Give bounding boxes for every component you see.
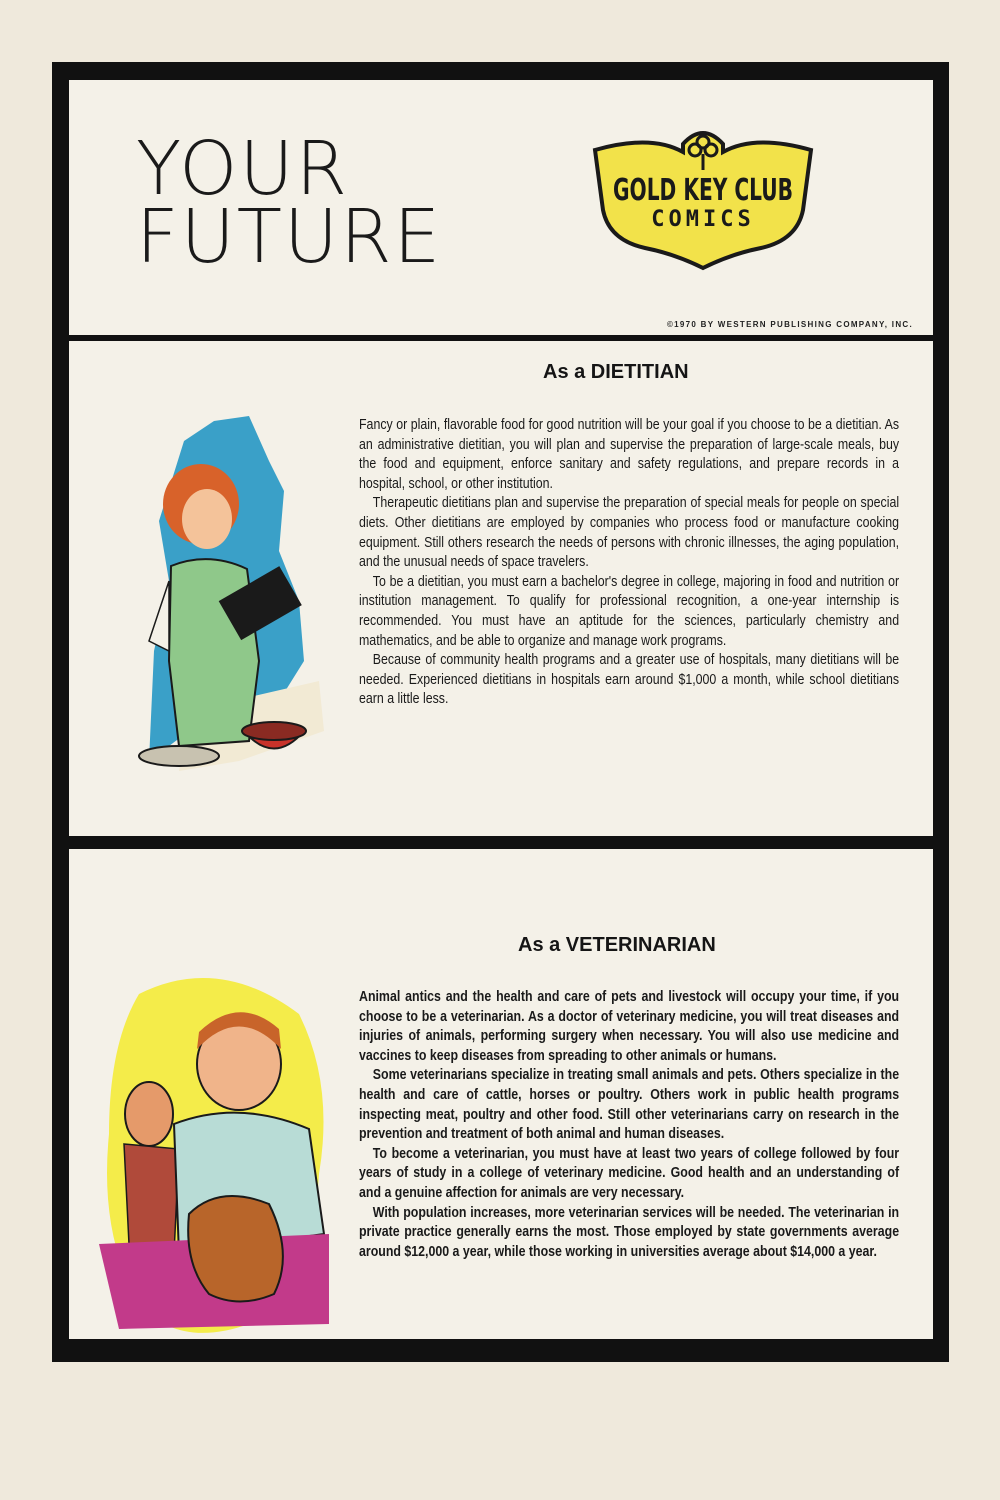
header-panel (69, 80, 933, 335)
logo-text-comics: COMICS (651, 207, 755, 232)
veterinarian-paragraph: With population increases, more veterinarian services will be needed. The veterinarian in private practice generally earns the most. Those employed by state governments average around $12,000 a year, while those working in universities average about $14,000 a year. (359, 1204, 900, 1260)
dietitian-body (359, 416, 899, 710)
veterinarian-body (359, 988, 899, 1262)
page-title (136, 126, 443, 280)
dietitian-heading: As a DIETITIAN (543, 361, 689, 383)
title-line-your: YOUR (136, 126, 349, 212)
veterinarian-panel (69, 849, 933, 1339)
copyright-notice: ©1970 BY WESTERN PUBLISHING COMPANY, INC. (666, 320, 913, 329)
veterinarian-paragraph: Animal antics and the health and care of pets and livestock will occupy your time, if you choose to be a veterinarian. As a doctor of veterinary medicine, you will treat diseases and injuries of animals, performing surgery when necessary. You will also use medicine and vaccines to keep diseases from spreading to other animals or humans. (359, 989, 900, 1064)
veterinarian-paragraph: Some veterinarians specialize in treating small animals and pets. Others specialize in the health and care of cattle, horses or poultry. Others work in public health programs inspecting meat, poultry and other food. Still other veterinarians carry on research in the prevention and treatment of both animal and human diseases. (359, 1067, 900, 1143)
logo-text-gold-key-club: GOLD KEY CLUB (613, 173, 793, 208)
dietitian-paragraph: Fancy or plain, flavorable food for good nutrition will be your goal if you choose to be a dietitian. As an administrative dietitian, you will plan and supervise the preparation of large-scale meals, buy the food and equipment, enforce sanitary and safety regulations, and prepare records in a hospital, school, or other institution. (359, 417, 900, 492)
dietitian-paragraph: To be a dietitian, you must earn a bachelor's degree in college, majoring in food and nutrition or institution management. To qualify for professional recognition, a one-year internship is recommended. You must have an aptitude for the sciences, particularly chemistry and mathematics, and be able to organize and manage work programs. (359, 573, 900, 649)
dietitian-panel (69, 341, 933, 836)
veterinarian-heading: As a VETERINARIAN (518, 934, 716, 956)
veterinarian-paragraph: To become a veterinarian, you must have at least two years of college followed by four years of study in a college of veterinary medicine. Good health and an understanding of and a genuine affection for animals are very necessary. (359, 1145, 900, 1201)
dietitian-paragraph: Therapeutic dietitians plan and supervise the preparation of special meals for people on special diets. Other dietitians are employed by companies who process food or manufacture cooking equipment. Still others research the needs of persons with chronic illnesses, the aging population, and the unusual needs of space travelers. (359, 495, 900, 571)
title-line-future: FUTURE (136, 194, 443, 280)
dietitian-paragraph: Because of community health programs and a greater use of hospitals, many dietitians will be needed. Experienced dietitians in hospitals earn around $1,000 a month, while school dietitians earn a little less. (359, 652, 900, 708)
gold-key-club-logo (591, 122, 815, 272)
veterinarian-illustration (99, 954, 329, 1349)
dietitian-illustration (129, 401, 329, 786)
page-frame (52, 62, 949, 1362)
